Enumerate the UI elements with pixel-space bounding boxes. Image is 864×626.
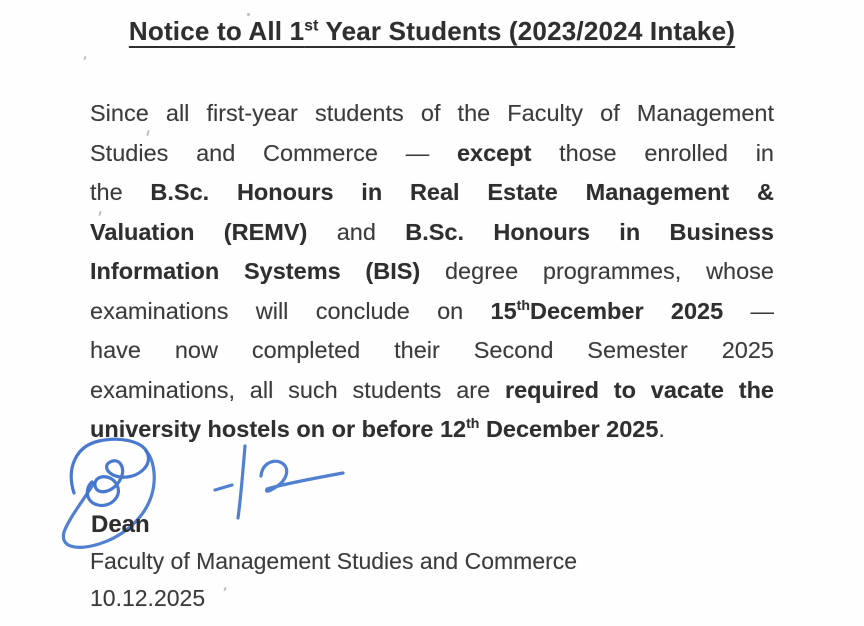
bold-text-segment: required to vacate the bbox=[504, 376, 775, 403]
bold-text-segment: except bbox=[456, 139, 532, 166]
notice-title-text bbox=[129, 16, 735, 46]
superscript-text: st bbox=[304, 17, 319, 35]
text-segment: those enrolled in bbox=[531, 139, 774, 166]
superscript-text: th bbox=[516, 296, 530, 313]
text-segment: Studies and Commerce — bbox=[90, 139, 457, 166]
text-segment: and bbox=[307, 218, 406, 245]
organization-name: Faculty of Management Studies and Commerce bbox=[90, 548, 578, 574]
text-segment: have now completed their Second Semester 2025 bbox=[90, 337, 774, 363]
signer-title: Dean bbox=[91, 511, 150, 538]
text-segment: degree programmes, whose bbox=[420, 258, 775, 284]
notice-line bbox=[90, 292, 774, 332]
bold-text-segment: Notice to All 1 bbox=[128, 16, 305, 46]
bold-text-segment: 15 bbox=[490, 297, 517, 324]
bold-text-segment: B.Sc. Honours in Business bbox=[405, 218, 775, 245]
bold-text-segment: university hostels on or before 12 bbox=[90, 416, 467, 442]
bold-text-segment: B.Sc. Honours in Real Estate Management & bbox=[150, 179, 774, 205]
scan-artifact bbox=[223, 587, 226, 591]
bold-text-segment: December 2025 bbox=[529, 297, 724, 324]
notice-line bbox=[90, 213, 774, 253]
scan-artifact bbox=[83, 56, 86, 60]
text-segment: Since all first-year students of the Faculty of Management bbox=[90, 100, 774, 126]
text-segment: — bbox=[723, 297, 775, 324]
bold-text-segment: December 2025 bbox=[479, 416, 659, 442]
bold-text-segment: Valuation (REMV) bbox=[90, 218, 308, 245]
text-segment: . bbox=[658, 416, 665, 442]
text-segment: the bbox=[90, 179, 151, 205]
notice-line bbox=[90, 94, 774, 134]
notice-line bbox=[90, 252, 774, 292]
scan-artifact bbox=[247, 13, 250, 16]
text-segment: examinations, all such students are bbox=[90, 376, 505, 403]
bold-text-segment: Year Students (2023/2024 Intake) bbox=[318, 16, 736, 46]
notice-line bbox=[90, 371, 774, 411]
notice-line bbox=[90, 173, 774, 213]
notice-title bbox=[0, 16, 864, 47]
superscript-text: th bbox=[466, 415, 480, 432]
notice-line bbox=[90, 134, 774, 174]
notice-date: 10.12.2025 bbox=[90, 585, 206, 611]
text-segment: examinations will conclude on bbox=[90, 297, 491, 324]
notice-body bbox=[90, 94, 774, 450]
bold-text-segment: Information Systems (BIS) bbox=[90, 258, 421, 284]
notice-line bbox=[90, 331, 774, 371]
